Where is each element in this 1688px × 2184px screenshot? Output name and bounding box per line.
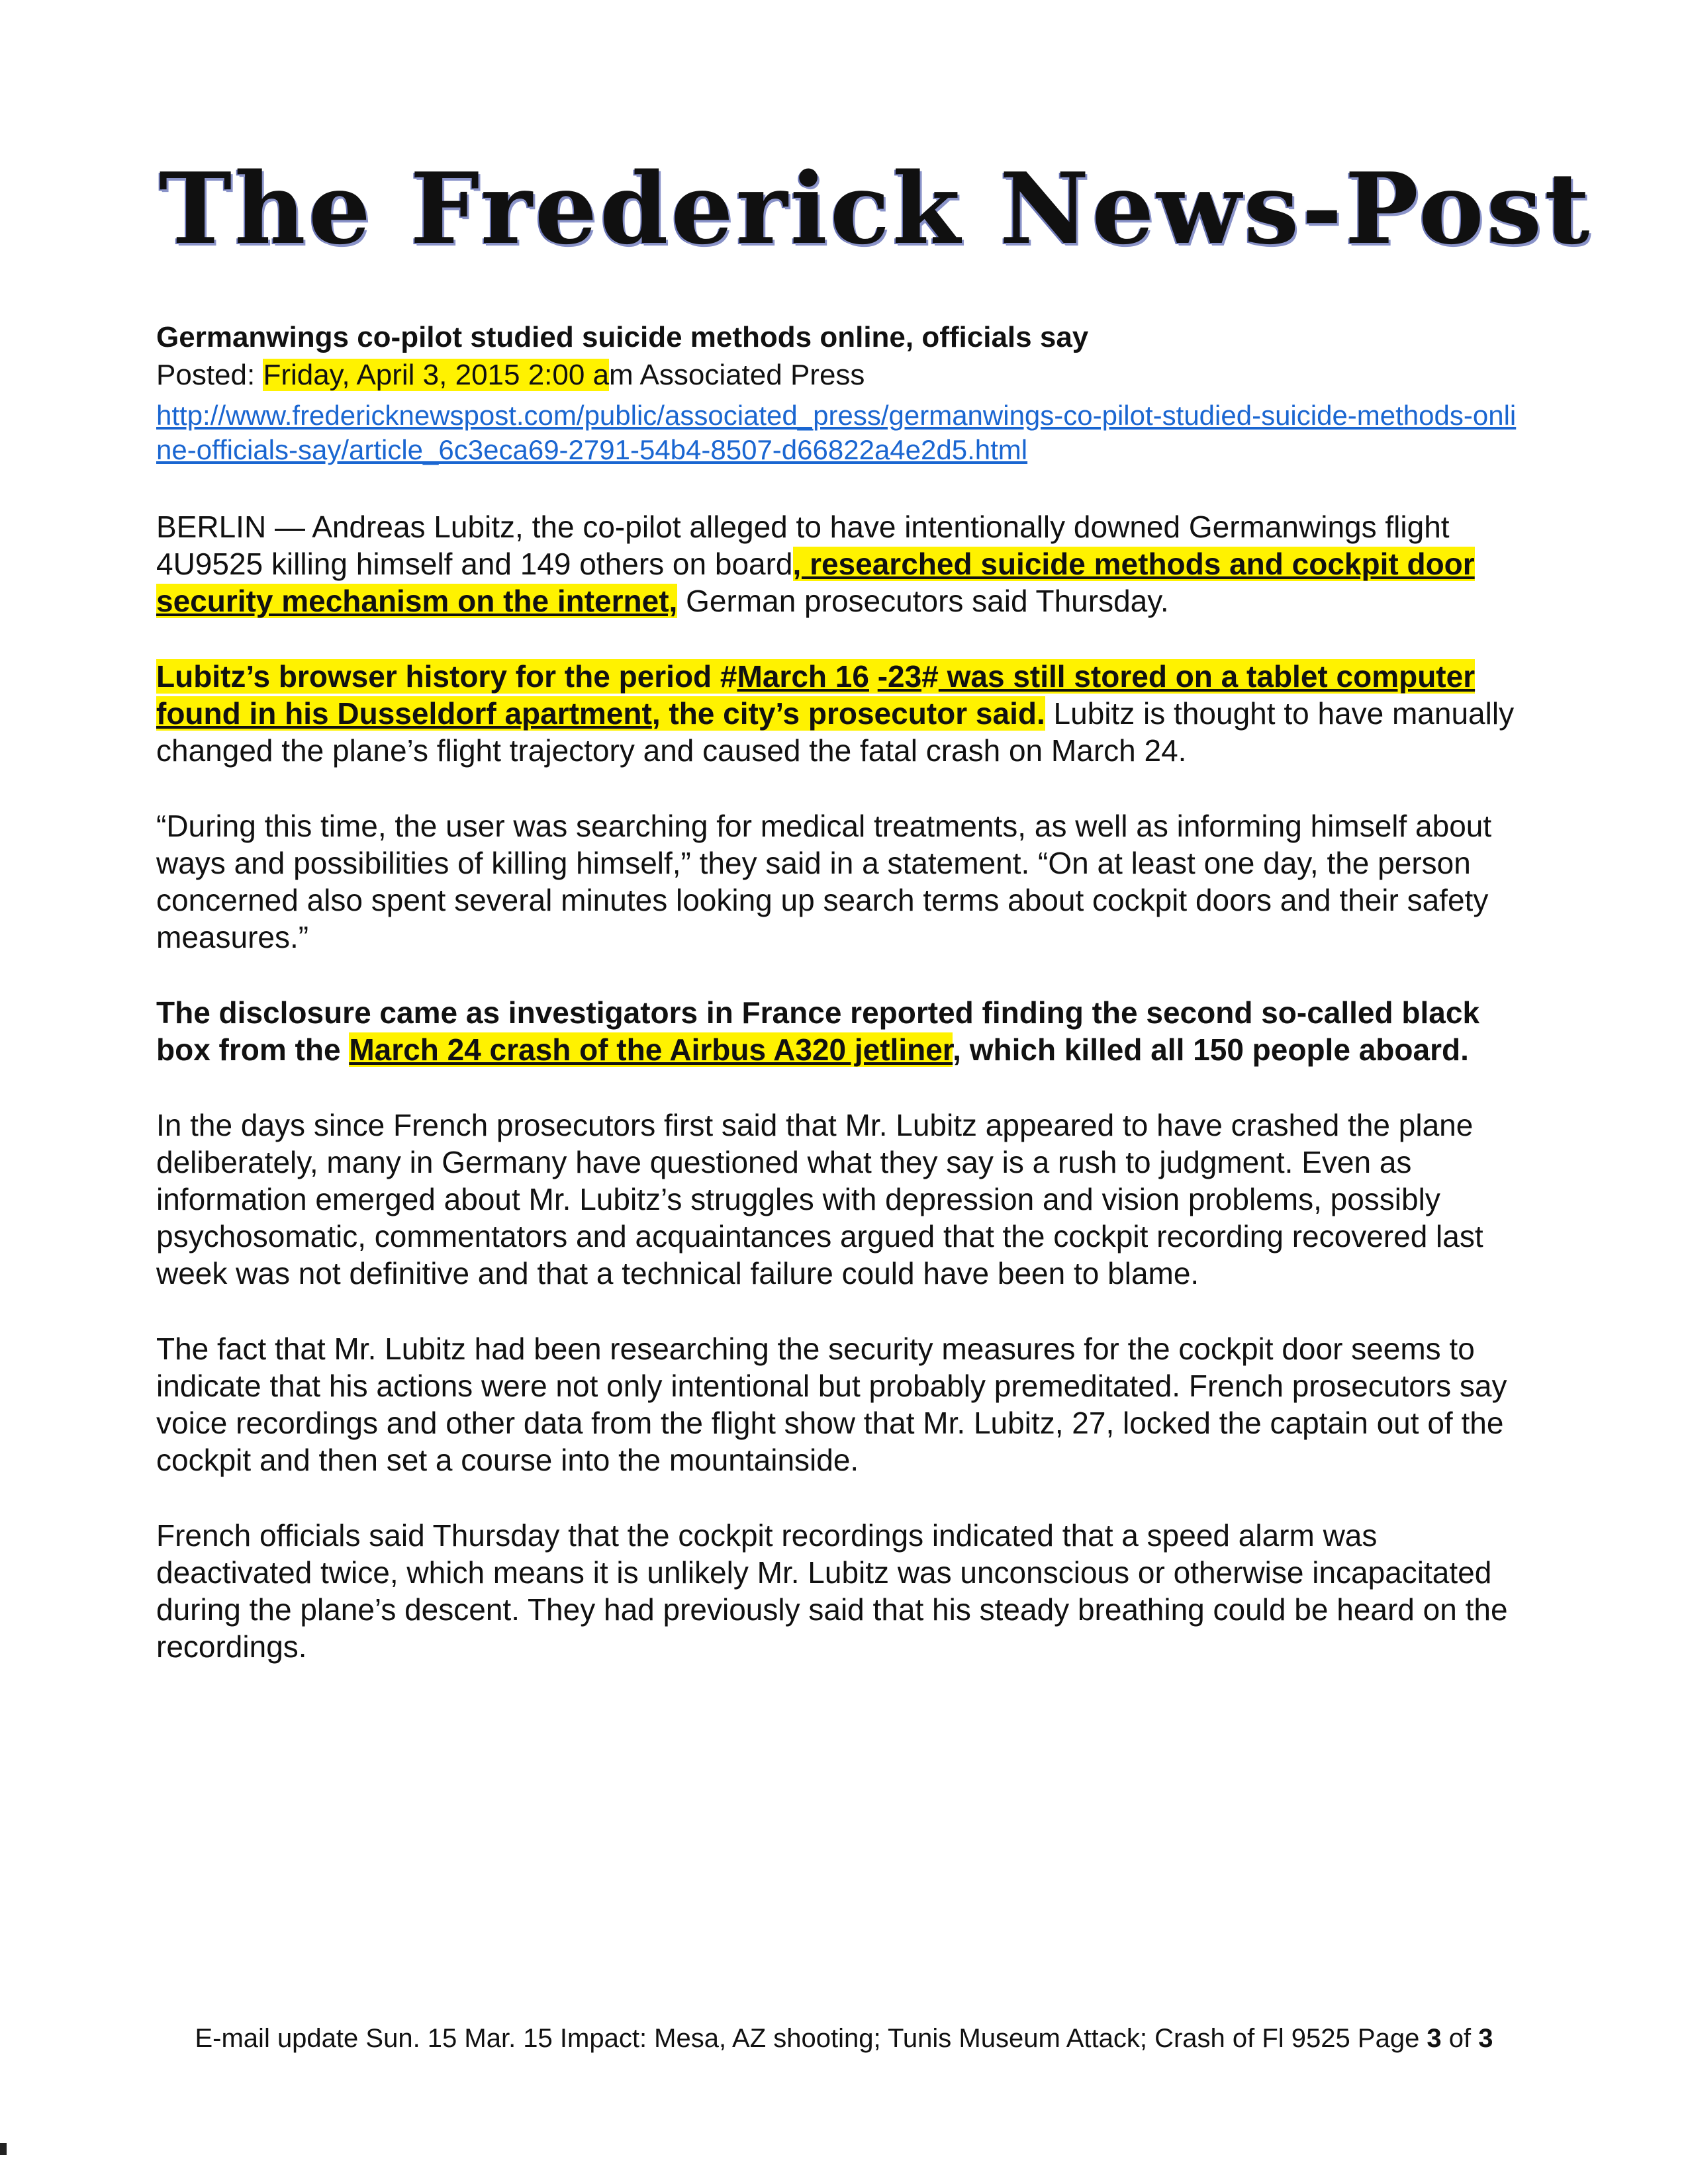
paragraph-2-highlight-a: Lubitz’s browser history for the period # <box>156 659 737 694</box>
footer-page-number: 3 <box>1427 2024 1442 2053</box>
paragraph-1-highlight: , researched suicide methods and cockpit door security mechanism on the internet, <box>156 547 1475 618</box>
footer-page-total: 3 <box>1478 2024 1493 2053</box>
paragraph-1-end: German prosecutors said Thursday. <box>677 584 1169 618</box>
article-url-link[interactable]: http://www.fredericknewspost.com/public/associated_press/germanwings-co-pilot-studied-suicide-methods-online-officials-say/article_6c3eca69-2791-54b4-8507-d66822a4e2d5.html <box>156 400 1517 465</box>
paragraph-2-hash: # <box>921 659 939 694</box>
paragraph-2-highlight-b: was still stored on a tablet computer found in his Dusseldorf apartment <box>156 659 1476 731</box>
posted-date: Friday, April 3, 2015 2:00 a <box>263 359 610 391</box>
footer-of: of <box>1441 2024 1479 2053</box>
paragraph-4-end: , which killed all 150 people aboard. <box>953 1032 1469 1067</box>
paragraph-3: “During this time, the user was searching for medical treatments, as well as informing himself about ways and possibilities of killing himself,” they said in a statement. “On at least one day, the person concerned also spent several minutes looking up search terms about cockpit doors and their safety measures.” <box>156 809 1492 954</box>
paragraph-5: In the days since French prosecutors first said that Mr. Lubitz appeared to have crashed the plane deliberately, many in Germany have questioned what they say is a rush to judgment. Even as information emerged about Mr. Lubitz’s struggles with depression and vision problems, possibly psychosomatic, commentators and acquaintances argued that the cockpit recording recovered last week was not definitive and that a technical failure could have been to blame. <box>156 1108 1483 1291</box>
paragraph-2-highlight-c: , the city’s prosecutor said. <box>651 696 1045 731</box>
paragraph-4-highlight: March 24 crash of the Airbus A320 jetliner <box>349 1032 953 1067</box>
paragraph-6: The fact that Mr. Lubitz had been researching the security measures for the cockpit door seems to indicate that his actions were not only intentional but probably premeditated. French prosecutors say voice recordings and other data from the flight show that Mr. Lubitz, 27, locked the captain out of the cockpit and then set a course into the mountainside. <box>156 1332 1507 1477</box>
paragraph-7: French officials said Thursday that the cockpit recordings indicated that a speed alarm was deactivated twice, which means it is unlikely Mr. Lubitz was unconscious or otherwise incapacitated during the plane’s descent. They had previously said that his steady breathing could be heard on the recordings. <box>156 1518 1508 1664</box>
paragraph-4 <box>156 994 1526 1068</box>
paragraph-2 <box>156 658 1526 769</box>
posted-line <box>156 356 1526 394</box>
masthead-logo: The Frederick News-Post <box>159 151 1593 266</box>
paragraph-2-date-end: -23 <box>877 659 922 694</box>
article <box>156 319 1526 1665</box>
paragraph-4-text: The disclosure came as investigators in France reported finding the second so-called black box from the <box>156 995 1480 1067</box>
footer-text: E-mail update Sun. 15 Mar. 15 Impact: Mesa, AZ shooting; Tunis Museum Attack; Crash of Fl 9525 Page <box>195 2024 1427 2053</box>
article-title: Germanwings co-pilot studied suicide methods online, officials say <box>156 321 1089 353</box>
paragraph-1-text: BERLIN — Andreas Lubitz, the co-pilot alleged to have intentionally downed Germanwings flight 4U9525 killing himself and 149 others on board <box>156 510 1450 581</box>
paragraph-2-text: Lubitz is thought to have manually changed the plane’s flight trajectory and caused the fatal crash on March 24. <box>156 696 1515 768</box>
page-footer <box>159 2022 1529 2055</box>
scan-mark <box>0 2143 7 2155</box>
paragraph-1 <box>156 508 1526 619</box>
paragraph-2-space <box>869 659 878 694</box>
posted-label: Posted: <box>156 359 263 391</box>
posted-source: m Associated Press <box>609 359 865 391</box>
paragraph-2-date-start: March 16 <box>737 659 869 694</box>
